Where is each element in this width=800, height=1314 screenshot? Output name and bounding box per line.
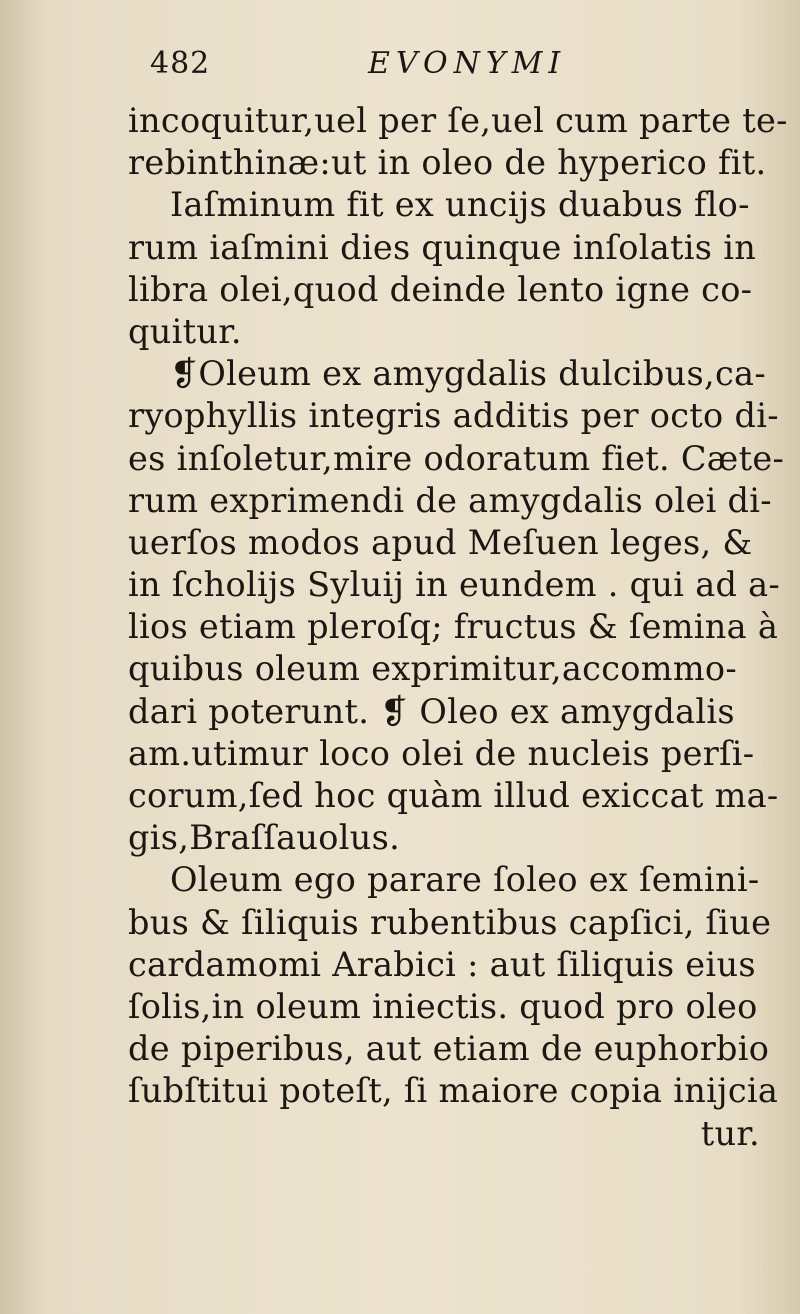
text-line: ſolis,in oleum iniectis. quod pro oleo: [128, 986, 758, 1026]
text-line: tur.: [700, 1113, 760, 1153]
text-line: ryophyllis integris additis per octo di-: [128, 396, 779, 436]
text-line: uerſos modos apud Meſuen leges, &: [128, 522, 753, 562]
text-line: rebinthinæ:ut in oleo de hyperico fit.: [128, 143, 767, 183]
text-line: Oleum ego parare ſoleo ex ſemini-: [170, 860, 760, 900]
running-title: EVONYMI: [368, 46, 567, 81]
body-text: [128, 100, 788, 1155]
text-line: rum iaſmini dies quinque inſolatis in: [128, 227, 757, 267]
text-line: in ſcholijs Syluij in eundem . qui ad a-: [128, 565, 781, 605]
text-line: corum,ſed hoc quàm illud exiccat ma-: [128, 776, 779, 815]
text-line: ſubſtitui poteſt, ſi maiore copia inijcia: [128, 1071, 779, 1111]
page-header: [150, 46, 630, 90]
text-line: cardamomi Arabici : aut ſiliquis eius: [128, 944, 756, 984]
text-line: libra olei,quod deinde lento igne co-: [128, 269, 753, 309]
text-line: lios etiam pleroſq; fructus & ſemina à: [128, 607, 779, 647]
text-line: quibus oleum exprimitur,accommo-: [128, 649, 737, 689]
text-line: ❡Oleum ex amygdalis dulcibus,ca-: [170, 354, 766, 394]
text-line: rum exprimendi de amygdalis olei di-: [128, 480, 772, 520]
page-number: 482: [150, 46, 211, 81]
text-line: quitur.: [128, 311, 242, 351]
text-line: am.utimur loco olei de nucleis perſi-: [128, 733, 755, 773]
text-line: Iaſminum fit ex uncijs duabus flo-: [170, 185, 750, 225]
text-line: incoquitur,uel per ſe,uel cum parte te-: [128, 101, 788, 140]
text-line: gis,Braſſauolus.: [128, 818, 401, 858]
text-line: es inſoletur,mire odoratum fiet. Cæte-: [128, 438, 785, 478]
text-line: dari poterunt. ❡ Oleo ex amygdalis: [128, 691, 735, 731]
text-line: bus & ſiliquis rubentibus capſici, ſiue: [128, 902, 772, 942]
text-line: de piperibus, aut etiam de euphorbio: [128, 1029, 770, 1069]
